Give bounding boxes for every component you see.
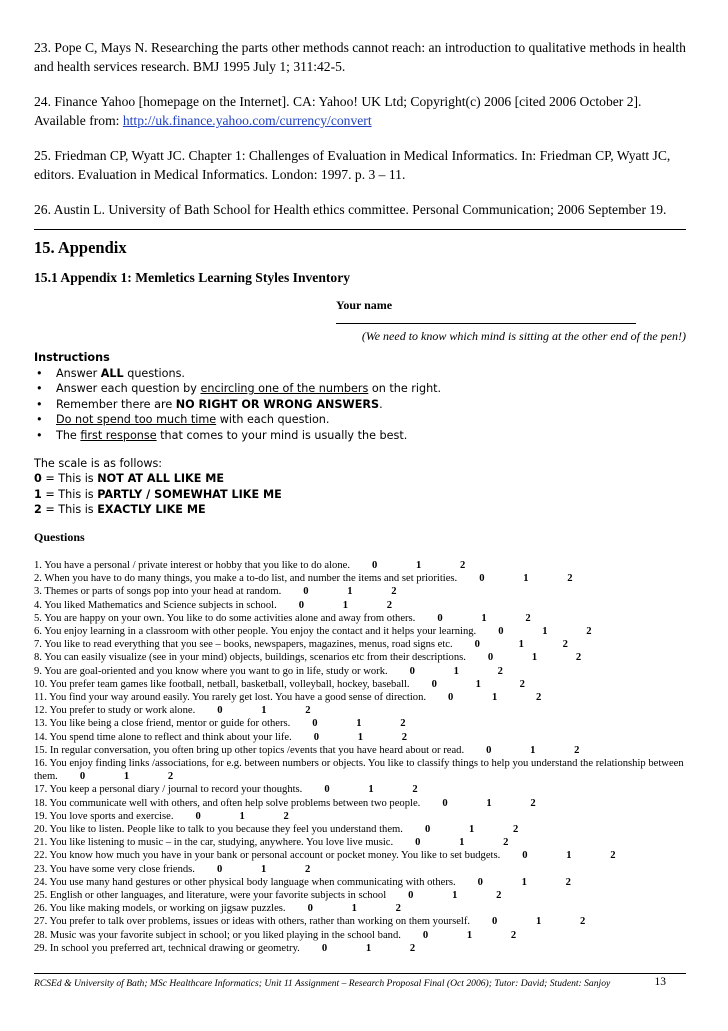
answer-option-0[interactable]: 0 [195, 810, 201, 822]
question-row [34, 704, 686, 717]
answer-option-1[interactable]: 1 [521, 876, 527, 888]
answer-option-0[interactable]: 0 [298, 599, 305, 611]
answer-option-2[interactable]: 2 [610, 850, 616, 862]
answer-option-2[interactable]: 2 [167, 771, 174, 783]
question-row [34, 902, 686, 915]
answer-option-0[interactable]: 0 [303, 586, 309, 598]
answer-option-2[interactable]: 2 [304, 863, 311, 875]
answer-option-0[interactable]: 0 [216, 863, 223, 875]
question-text: 17. You keep a personal diary / journal to record your thoughts. [34, 784, 303, 796]
instruction-underline: first response [80, 428, 157, 442]
question-row [34, 599, 686, 612]
instruction-text: on the right. [368, 382, 442, 396]
page-footer [34, 973, 686, 989]
question-text: 16. You enjoy finding links /associations, for e.g. between numbers or objects. You like to classify things to help you understand the relationship between them. [34, 757, 684, 783]
question-text: 4. You liked Mathematics and Science subjects in school. [34, 599, 277, 611]
answer-option-0[interactable]: 0 [474, 639, 480, 651]
scale-level [34, 487, 686, 503]
questions-list [34, 559, 686, 955]
question-row [34, 810, 686, 823]
answer-option-2[interactable]: 2 [586, 625, 592, 637]
document-page [34, 38, 686, 955]
answer-option-0[interactable]: 0 [324, 784, 330, 796]
scale-intro: The scale is as follows: [34, 456, 163, 470]
instruction-text: Answer each question by [56, 382, 201, 396]
answer-option-2[interactable]: 2 [305, 705, 311, 717]
references-list [34, 38, 686, 219]
answer-option-0[interactable]: 0 [437, 612, 443, 624]
answer-option-0[interactable]: 0 [422, 929, 429, 941]
answer-option-0[interactable]: 0 [487, 652, 494, 664]
answer-option-2[interactable]: 2 [519, 678, 525, 690]
scale-meaning: NOT AT ALL LIKE ME [97, 472, 225, 486]
instruction-text: that comes to your mind is usually the best. [156, 428, 408, 442]
scale-block [34, 456, 686, 518]
instruction-text: Answer [56, 366, 101, 380]
question-text: 25. English or other languages, and literature, were your favorite subjects in school [34, 890, 387, 902]
answer-option-1[interactable]: 1 [466, 929, 473, 941]
question-text: 24. You use many hand gestures or other physical body language when communicating with others. [34, 876, 456, 888]
scale-meaning: EXACTLY LIKE ME [97, 503, 206, 517]
answer-option-2[interactable]: 2 [574, 744, 580, 756]
instruction-underline: encircling one of the numbers [200, 382, 369, 396]
answer-option-2[interactable]: 2 [536, 691, 542, 703]
your-name-field[interactable] [336, 298, 686, 328]
instruction-text: questions. [123, 366, 185, 380]
answer-option-1[interactable]: 1 [357, 731, 364, 743]
answer-option-1[interactable]: 1 [260, 863, 267, 875]
scale-number: 1 [34, 487, 42, 501]
answer-option-2[interactable]: 2 [562, 639, 568, 651]
answer-option-0[interactable]: 0 [79, 771, 86, 783]
scale-text: = This is [41, 472, 98, 486]
reference-26: 26. Austin L. University of Bath School for Health ethics committee. Personal Communication; 2006 September 19. [34, 202, 667, 217]
instructions-list [34, 366, 686, 444]
question-text: 11. You find your way around easily. You rarely get lost. You have a good sense of direction. [34, 691, 427, 703]
question-row [34, 797, 686, 810]
scale-level [34, 502, 686, 518]
instruction-item [34, 366, 686, 382]
section-divider [34, 229, 686, 230]
reference-24-text: 24. Finance Yahoo [homepage on the Internet]. CA: Yahoo! UK Ltd; Copyright(c) 2006 [cited 2006 October 2]. Available from: [34, 94, 642, 128]
instruction-text: The [56, 428, 81, 442]
answer-option-1[interactable]: 1 [351, 903, 357, 915]
page-number: 13 [654, 976, 666, 988]
instruction-underline: Do not spend too much time [56, 413, 217, 427]
answer-option-1[interactable]: 1 [542, 625, 548, 637]
reference-25: 25. Friedman CP, Wyatt JC. Chapter 1: Challenges of Evaluation in Medical Informatics. In: Friedman CP, Wyatt JC, editors. Evaluation in Medical Informatics. London: 1997. p. 3 – 11. [34, 148, 671, 182]
answer-option-0[interactable]: 0 [486, 744, 492, 756]
scale-meaning: PARTLY / SOMEWHAT LIKE ME [97, 487, 282, 501]
answer-option-2[interactable]: 2 [496, 890, 502, 902]
answer-option-1[interactable]: 1 [486, 797, 492, 809]
answer-option-1[interactable]: 1 [536, 916, 542, 928]
answer-option-2[interactable]: 2 [386, 599, 393, 611]
instruction-text: with each question. [216, 413, 330, 427]
answer-option-2[interactable]: 2 [575, 652, 582, 664]
answer-option-1[interactable]: 1 [475, 678, 481, 690]
question-text: 23. You have some very close friends. [34, 863, 195, 875]
answer-option-1[interactable]: 1 [459, 837, 465, 849]
question-row [34, 585, 686, 598]
instructions-title: Instructions [34, 351, 110, 364]
reference-24 [34, 92, 686, 130]
answer-option-1[interactable]: 1 [368, 784, 374, 796]
answer-option-1[interactable]: 1 [523, 573, 529, 585]
answer-option-1[interactable]: 1 [453, 665, 459, 677]
scale-text: = This is [41, 503, 98, 517]
question-text: 8. You can easily visualize (see in your mind) objects, buildings, scenarios etc from their descriptions. [34, 652, 466, 664]
answer-option-2[interactable]: 2 [567, 573, 573, 585]
instruction-item [34, 412, 686, 428]
scale-text: = This is [41, 487, 98, 501]
question-text: 2. When you have to do many things, you make a to-do list, and number the items and set priorities. [34, 573, 458, 585]
answer-option-1[interactable]: 1 [518, 639, 524, 651]
answer-option-0[interactable]: 0 [442, 797, 448, 809]
question-text: 6. You enjoy learning in a classroom with other people. You enjoy the contact and it helps your learning. [34, 625, 477, 637]
question-text: 5. You are happy on your own. You like to do some activities alone and away from others. [34, 612, 416, 624]
answer-option-1[interactable]: 1 [468, 824, 475, 835]
question-row [34, 717, 686, 730]
answer-option-1[interactable]: 1 [530, 744, 536, 756]
answer-option-0[interactable]: 0 [477, 876, 483, 888]
question-row [34, 625, 686, 638]
answer-option-0[interactable]: 0 [498, 625, 504, 637]
question-row [34, 744, 686, 757]
answer-option-0[interactable]: 0 [321, 942, 328, 954]
answer-option-0[interactable]: 0 [217, 705, 223, 717]
answer-option-0[interactable]: 0 [448, 691, 454, 703]
question-row [34, 836, 686, 849]
question-row [34, 651, 686, 664]
yahoo-currency-link[interactable]: http://uk.finance.yahoo.com/currency/convert [122, 113, 372, 128]
answer-option-2[interactable]: 2 [580, 916, 586, 928]
answer-option-2[interactable]: 2 [459, 559, 466, 571]
reference-23: 23. Pope C, Mays N. Researching the parts other methods cannot reach: an introduction to qualitative methods in health and health services research. BMJ 1995 July 1; 311:42-5. [34, 40, 686, 74]
answer-option-1[interactable]: 1 [342, 599, 349, 611]
question-text: 19. You love sports and exercise. [34, 810, 174, 822]
scale-level [34, 471, 686, 487]
question-row [34, 783, 686, 796]
answer-option-1[interactable]: 1 [365, 942, 372, 954]
question-text: 14. You spend time alone to reflect and think about your life. [34, 731, 292, 743]
answer-option-1[interactable]: 1 [239, 810, 245, 822]
answer-option-2[interactable]: 2 [503, 837, 509, 849]
instructions-block [34, 350, 686, 518]
answer-option-2[interactable]: 2 [401, 731, 408, 743]
answer-option-1[interactable]: 1 [356, 718, 362, 730]
answer-option-0[interactable]: 0 [492, 916, 498, 928]
answer-option-2[interactable]: 2 [510, 929, 517, 941]
pen-note: (We need to know which mind is sitting at the other end of the pen!) [361, 329, 686, 343]
instruction-item [34, 397, 686, 413]
question-text: 27. You prefer to talk over problems, issues or ideas with others, rather than working on them yourself. [34, 916, 471, 928]
question-text: 21. You like listening to music – in the car, studying, anywhere. You love live music. [34, 837, 394, 849]
question-text: 13. You like being a close friend, mentor or guide for others. [34, 718, 291, 730]
answer-option-0[interactable]: 0 [479, 573, 485, 585]
answer-option-2[interactable]: 2 [409, 942, 416, 954]
answer-option-0[interactable]: 0 [431, 678, 437, 690]
question-row [34, 757, 686, 783]
question-row [34, 691, 686, 704]
answer-option-1[interactable]: 1 [492, 691, 498, 703]
question-row [34, 863, 686, 876]
answer-option-0[interactable]: 0 [408, 890, 414, 902]
answer-option-0[interactable]: 0 [415, 837, 421, 849]
answer-option-1[interactable]: 1 [347, 586, 353, 598]
question-row [34, 889, 686, 902]
question-text: 18. You communicate well with others, and often help solve problems between two people. [34, 797, 421, 809]
question-text: 26. You like making models, or working on jigsaw puzzles. [34, 903, 286, 915]
instruction-text: . [379, 397, 383, 411]
question-text: 28. Music was your favorite subject in school; or you liked playing in the school band. [34, 929, 401, 941]
answer-option-0[interactable]: 0 [371, 559, 378, 571]
question-text: 22. You know how much you have in your bank or personal account or pocket money. You like to set budgets. [34, 850, 501, 862]
instruction-bold: ALL [100, 366, 124, 380]
question-row [34, 876, 686, 889]
your-name-label: Your name [336, 298, 393, 312]
question-text: 15. In regular conversation, you often bring up other topics /events that you have heard about or read. [34, 744, 465, 756]
answer-option-0[interactable]: 0 [307, 903, 313, 915]
footer-text: RCSEd & University of Bath; MSc Healthcare Informatics; Unit 11 Assignment – Research Proposal Final (Oct 2006); Tutor: David; Student: Sanjoy [34, 978, 611, 989]
answer-option-0[interactable]: 0 [313, 731, 320, 743]
answer-option-0[interactable]: 0 [409, 665, 415, 677]
question-row [34, 942, 686, 955]
question-row [34, 915, 686, 928]
question-row [34, 849, 686, 862]
question-row [34, 665, 686, 678]
answer-option-2[interactable]: 2 [283, 810, 289, 822]
subsection-title: 15.1 Appendix 1: Memletics Learning Styles Inventory [34, 270, 351, 285]
question-text: 1. You have a personal / private interest or hobby that you like to do alone. [34, 559, 350, 571]
question-row [34, 678, 686, 691]
answer-option-1[interactable]: 1 [481, 612, 487, 624]
section-title: 15. Appendix [34, 238, 127, 257]
question-text: 9. You are goal-oriented and you know where you want to go in life, study or work. [34, 665, 388, 677]
question-text: 7. You like to read everything that you see – books, newspapers, magazines, menus, road signs etc. [34, 639, 453, 651]
question-text: 12. You prefer to study or work alone. [34, 705, 196, 717]
answer-option-2[interactable]: 2 [395, 903, 401, 915]
answer-option-2[interactable]: 2 [512, 824, 519, 835]
instruction-item [34, 381, 686, 397]
answer-option-0[interactable]: 0 [522, 850, 528, 862]
scale-number: 0 [34, 472, 42, 486]
answer-option-2[interactable]: 2 [525, 612, 531, 624]
instruction-item [34, 428, 686, 444]
answer-option-1[interactable]: 1 [452, 890, 458, 902]
answer-option-1[interactable]: 1 [415, 559, 422, 571]
answer-option-1[interactable]: 1 [123, 771, 130, 783]
answer-option-2[interactable]: 2 [530, 797, 536, 809]
your-name-line[interactable] [336, 313, 636, 324]
answer-option-0[interactable]: 0 [424, 824, 431, 835]
answer-option-2[interactable]: 2 [391, 586, 397, 598]
scale-number: 2 [34, 503, 42, 517]
answer-option-0[interactable]: 0 [312, 718, 318, 730]
question-text: 10. You prefer team games like football, netball, basketball, volleyball, hockey, baseball. [34, 678, 410, 690]
question-row [34, 823, 686, 836]
question-row [34, 612, 686, 625]
answer-option-2[interactable]: 2 [412, 784, 418, 796]
answer-option-1[interactable]: 1 [531, 652, 538, 664]
question-text: 20. You like to listen. People like to talk to you because they feel you understand them. [34, 824, 403, 835]
answer-option-2[interactable]: 2 [497, 665, 503, 677]
question-row [34, 638, 686, 651]
answer-option-1[interactable]: 1 [261, 705, 267, 717]
instruction-text: Remember there are [56, 397, 176, 411]
question-row [34, 572, 686, 585]
question-text: 29. In school you preferred art, technical drawing or geometry. [34, 942, 300, 954]
question-text: 3. Themes or parts of songs pop into your head at random. [34, 586, 282, 598]
question-row [34, 929, 686, 942]
question-row [34, 731, 686, 744]
question-row [34, 559, 686, 572]
answer-option-1[interactable]: 1 [566, 850, 572, 862]
answer-option-2[interactable]: 2 [400, 718, 406, 730]
questions-title: Questions [34, 529, 85, 544]
instruction-bold: NO RIGHT OR WRONG ANSWERS [175, 397, 380, 411]
answer-option-2[interactable]: 2 [565, 876, 571, 888]
